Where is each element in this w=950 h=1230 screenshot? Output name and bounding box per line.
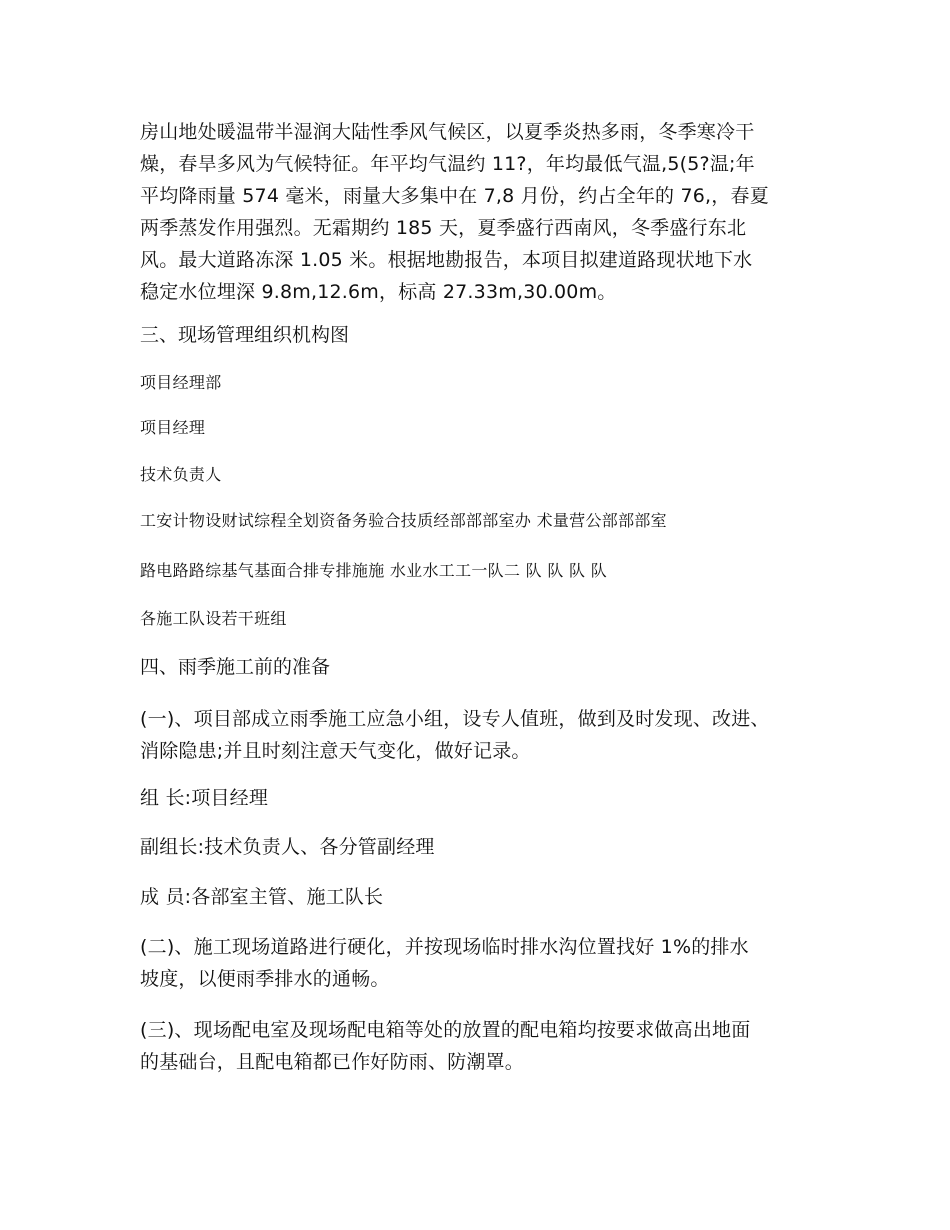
item-3-paragraph xyxy=(140,1014,750,1078)
text-line: 两季蒸发作用强烈。无霜期约 185 天，夏季盛行西南风，冬季盛行东北 xyxy=(140,217,747,239)
item-2-paragraph xyxy=(140,931,749,995)
members-line: 成 员:各部室主管、施工队长 xyxy=(140,886,384,908)
text-line: (一)、项目部成立雨季施工应急小组，设专人值班，做到及时发现、改进、 xyxy=(140,708,770,730)
intro-paragraph xyxy=(140,116,769,308)
text-line: 平均降雨量 574 毫米，雨量大多集中在 7,8 月份，约占全年的 76,，春夏 xyxy=(140,185,769,207)
org-chart-line: 项目经理 xyxy=(140,418,206,437)
org-chart-line: 技术负责人 xyxy=(140,465,222,484)
text-line: 的基础台，且配电箱都已作好防雨、防潮罩。 xyxy=(140,1051,525,1073)
leader-line: 组 长:项目经理 xyxy=(140,787,269,809)
section-heading: 四、雨季施工前的准备 xyxy=(140,656,331,678)
org-chart-line: 项目经理部 xyxy=(140,373,222,392)
org-chart-line: 各施工队设若干班组 xyxy=(140,609,287,628)
item-1-paragraph xyxy=(140,703,770,767)
text-line: 稳定水位埋深 9.8m,12.6m，标高 27.33m,30.00m。 xyxy=(140,281,617,303)
text-line: 燥，春旱多风为气候特征。年平均气温约 11?，年均最低气温,5(5?温;年 xyxy=(140,153,755,175)
text-line: 坡度，以便雨季排水的通畅。 xyxy=(140,968,390,990)
text-line: 房山地处暖温带半湿润大陆性季风气候区，以夏季炎热多雨，冬季寒冷干 xyxy=(140,121,755,143)
text-line: 消除隐患;并且时刻注意天气变化，做好记录。 xyxy=(140,740,531,762)
deputy-line: 副组长:技术负责人、各分管副经理 xyxy=(140,836,435,858)
section-heading: 三、现场管理组织机构图 xyxy=(140,324,350,346)
org-chart-line: 工安计物设财试综程全划资备务验合技质经部部部室办 术量营公部部部室 xyxy=(140,511,667,530)
org-chart-line: 路电路路综基气基面合排专排施施 水业水工工一队二 队 队 队 队 xyxy=(140,561,608,580)
text-line: (三)、现场配电室及现场配电箱等处的放置的配电箱均按要求做高出地面 xyxy=(140,1019,751,1041)
text-line: 风。最大道路冻深 1.05 米。根据地勘报告，本项目拟建道路现状地下水 xyxy=(140,249,753,271)
text-line: (二)、施工现场道路进行硬化，并按现场临时排水沟位置找好 1%的排水 xyxy=(140,936,749,958)
